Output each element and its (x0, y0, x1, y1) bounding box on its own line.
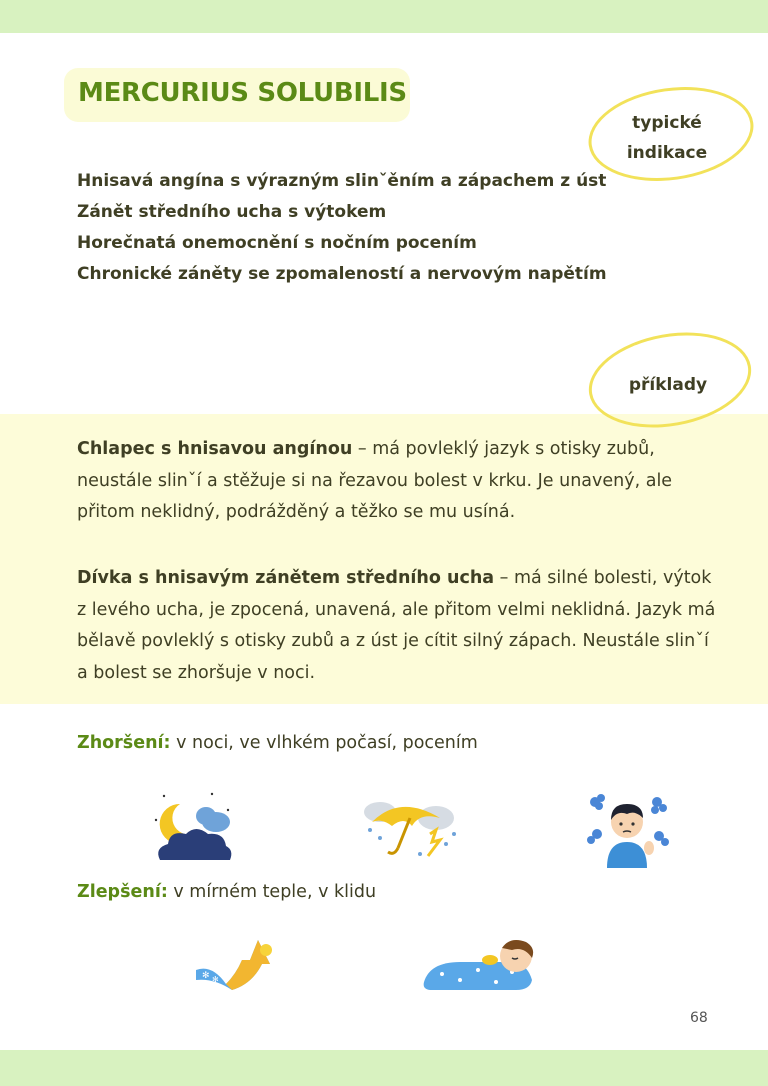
example-text: – má povleklý jazyk s otisky zubů, neustále slinˇí a stěžuje si na řezavou bolest v krku. Je unavený, ale přitom neklidný, podrážděný a těžko se mu usíná. (77, 439, 673, 522)
title-box (64, 68, 410, 122)
indications-label-line2: indikace (626, 143, 708, 163)
example-text: – má silné bolesti, výtok z levého ucha, je zpocená, unavená, ale přitom velmi neklidná. Jazyk má bělavě povleklý s otisky zubů a z úst je cítit silný zápach. Neustále slinˇí a bolest se zhoršuje v noci. (77, 568, 716, 683)
night-cloud-icon (150, 790, 240, 862)
indication-item: Horečnatá onemocnění s nočním pocením (77, 233, 477, 253)
worse-label: Zhoršení: (77, 733, 171, 753)
top-band (0, 0, 768, 33)
example-lead: Dívka s hnisavým zánětem středního ucha (77, 568, 495, 588)
indication-item: Hnisavá angína s výrazným slinˇěním a zápachem z úst (77, 171, 607, 191)
rain-umbrella-icon (360, 796, 464, 866)
cold-to-warm-arrow-icon (192, 934, 282, 990)
better-label: Zlepšení: (77, 882, 168, 902)
examples-label: příklady (628, 375, 708, 395)
page-number: 68 (690, 1010, 708, 1026)
example-lead: Chlapec s hnisavou angínou (77, 439, 353, 459)
svg-text:✻: ✻ (212, 975, 219, 984)
indications-label (612, 108, 722, 168)
indications-label-line1: typické (632, 113, 702, 133)
indication-item: Chronické záněty se zpomaleností a nervovým napětím (77, 264, 607, 284)
example-paragraph (77, 434, 717, 529)
better-line (77, 882, 376, 902)
worse-text: v noci, ve vlhkém počasí, pocením (170, 733, 478, 753)
svg-text:✻: ✻ (202, 971, 210, 981)
indication-item: Zánět středního ucha s výtokem (77, 202, 387, 222)
sweating-boy-icon (585, 792, 669, 868)
better-text: v mírném teple, v klidu (167, 882, 377, 902)
bottom-band (0, 1050, 768, 1086)
indications-list (77, 166, 607, 290)
page-title: MERCURIUS SOLUBILIS (78, 78, 407, 108)
sleeping-child-icon (420, 936, 550, 992)
worse-line (77, 733, 478, 753)
example-paragraph (77, 563, 717, 689)
